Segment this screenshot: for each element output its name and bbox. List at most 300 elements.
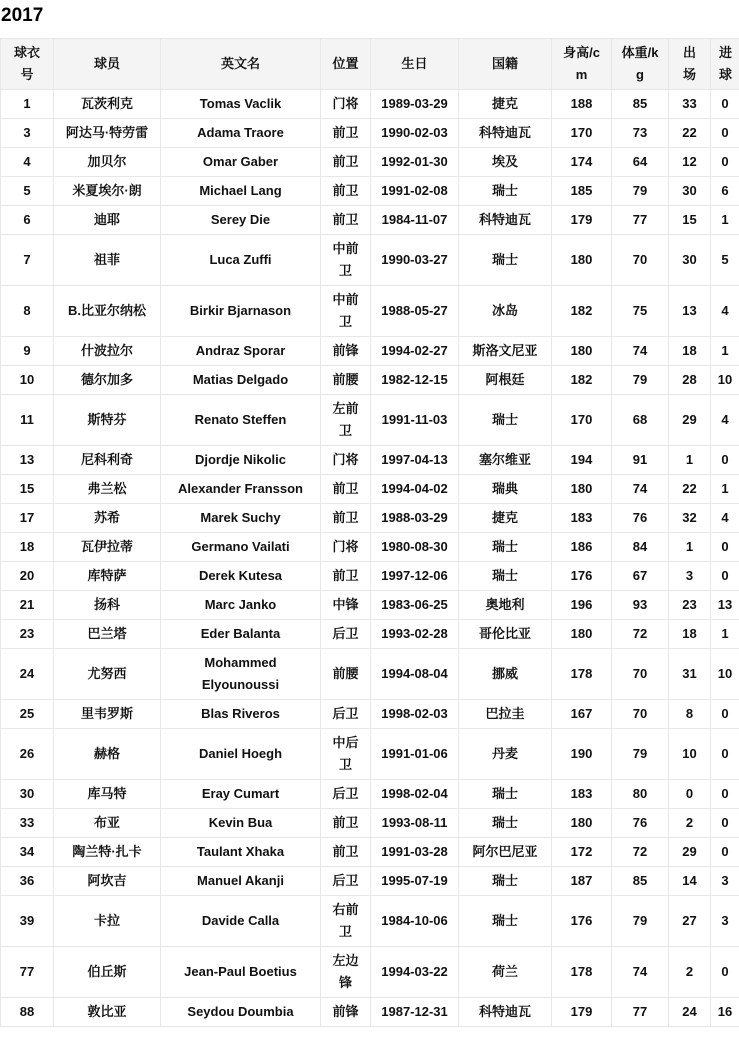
squad-table xyxy=(0,38,739,1027)
cell: 24 xyxy=(669,998,711,1027)
cell: Germano Vailati xyxy=(161,533,321,562)
cell: 22 xyxy=(669,119,711,148)
cell: Tomas Vaclik xyxy=(161,90,321,119)
cell: 前卫 xyxy=(321,206,371,235)
table-row xyxy=(1,620,739,649)
column-header: 位置 xyxy=(321,39,371,90)
table-row xyxy=(1,649,739,700)
cell: 前卫 xyxy=(321,148,371,177)
cell: 88 xyxy=(1,998,54,1027)
cell: 77 xyxy=(1,947,54,998)
cell: 奥地利 xyxy=(459,591,552,620)
cell: 后卫 xyxy=(321,620,371,649)
cell: 瑞士 xyxy=(459,177,552,206)
cell: 瑞士 xyxy=(459,235,552,286)
cell: 185 xyxy=(552,177,612,206)
table-row xyxy=(1,475,739,504)
cell: 瑞典 xyxy=(459,475,552,504)
cell: 1998-02-03 xyxy=(371,700,459,729)
cell: 17 xyxy=(1,504,54,533)
cell: Adama Traore xyxy=(161,119,321,148)
table-row xyxy=(1,446,739,475)
cell: 25 xyxy=(1,700,54,729)
cell: 阿达马·特劳雷 xyxy=(54,119,161,148)
table-row xyxy=(1,947,739,998)
cell: Seydou Doumbia xyxy=(161,998,321,1027)
cell: 1984-10-06 xyxy=(371,896,459,947)
cell: 10 xyxy=(711,649,739,700)
cell: 1991-01-06 xyxy=(371,729,459,780)
cell: 93 xyxy=(612,591,669,620)
cell: 前卫 xyxy=(321,177,371,206)
cell: 74 xyxy=(612,947,669,998)
cell: 1994-08-04 xyxy=(371,649,459,700)
cell: 30 xyxy=(669,177,711,206)
cell: 0 xyxy=(711,90,739,119)
cell: 70 xyxy=(612,649,669,700)
cell: 0 xyxy=(711,446,739,475)
cell: 瓦伊拉蒂 xyxy=(54,533,161,562)
cell: 176 xyxy=(552,562,612,591)
cell: 什波拉尔 xyxy=(54,337,161,366)
cell: 后卫 xyxy=(321,780,371,809)
cell: 12 xyxy=(669,148,711,177)
table-row xyxy=(1,838,739,867)
page-title: 2017 xyxy=(1,5,44,26)
cell: 75 xyxy=(612,286,669,337)
table-row xyxy=(1,206,739,235)
cell: 4 xyxy=(1,148,54,177)
cell: 尤努西 xyxy=(54,649,161,700)
cell: 1 xyxy=(711,475,739,504)
cell: 11 xyxy=(1,395,54,446)
cell: Matias Delgado xyxy=(161,366,321,395)
cell: 67 xyxy=(612,562,669,591)
cell: 0 xyxy=(711,729,739,780)
cell: 182 xyxy=(552,366,612,395)
table-row xyxy=(1,177,739,206)
cell: 1994-03-22 xyxy=(371,947,459,998)
cell: 23 xyxy=(1,620,54,649)
cell: 阿尔巴尼亚 xyxy=(459,838,552,867)
table-row xyxy=(1,562,739,591)
cell: 39 xyxy=(1,896,54,947)
table-body xyxy=(1,90,739,1027)
column-header: 国籍 xyxy=(459,39,552,90)
cell: 阿坎吉 xyxy=(54,867,161,896)
cell: 后卫 xyxy=(321,867,371,896)
cell: 米夏埃尔·朗 xyxy=(54,177,161,206)
cell: 194 xyxy=(552,446,612,475)
cell: 10 xyxy=(711,366,739,395)
cell: 哥伦比亚 xyxy=(459,620,552,649)
cell: 68 xyxy=(612,395,669,446)
cell: 5 xyxy=(1,177,54,206)
cell: 库马特 xyxy=(54,780,161,809)
cell: 前腰 xyxy=(321,366,371,395)
cell: 巴兰塔 xyxy=(54,620,161,649)
cell: 188 xyxy=(552,90,612,119)
cell: 中后卫 xyxy=(321,729,371,780)
cell: 瑞士 xyxy=(459,896,552,947)
cell: Michael Lang xyxy=(161,177,321,206)
cell: Andraz Sporar xyxy=(161,337,321,366)
cell: 1988-05-27 xyxy=(371,286,459,337)
cell: 18 xyxy=(669,620,711,649)
cell: Renato Steffen xyxy=(161,395,321,446)
cell: 门将 xyxy=(321,446,371,475)
cell: 门将 xyxy=(321,533,371,562)
cell: Marek Suchy xyxy=(161,504,321,533)
cell: 172 xyxy=(552,838,612,867)
cell: 丹麦 xyxy=(459,729,552,780)
cell: Serey Die xyxy=(161,206,321,235)
cell: 72 xyxy=(612,838,669,867)
cell: Taulant Xhaka xyxy=(161,838,321,867)
cell: 1980-08-30 xyxy=(371,533,459,562)
cell: 前卫 xyxy=(321,475,371,504)
cell: 187 xyxy=(552,867,612,896)
cell: 72 xyxy=(612,620,669,649)
cell: 15 xyxy=(669,206,711,235)
cell: 祖菲 xyxy=(54,235,161,286)
table-row xyxy=(1,533,739,562)
cell: 1997-04-13 xyxy=(371,446,459,475)
cell: 布亚 xyxy=(54,809,161,838)
cell: Eray Cumart xyxy=(161,780,321,809)
cell: 76 xyxy=(612,809,669,838)
cell: 1 xyxy=(1,90,54,119)
cell: 1991-03-28 xyxy=(371,838,459,867)
cell: 前卫 xyxy=(321,504,371,533)
cell: Mohammed Elyounoussi xyxy=(161,649,321,700)
cell: 21 xyxy=(1,591,54,620)
cell: 0 xyxy=(711,148,739,177)
cell: 库特萨 xyxy=(54,562,161,591)
cell: 178 xyxy=(552,947,612,998)
cell: 加贝尔 xyxy=(54,148,161,177)
table-row xyxy=(1,998,739,1027)
cell: 13 xyxy=(669,286,711,337)
column-header: 球衣号 xyxy=(1,39,54,90)
cell: Luca Zuffi xyxy=(161,235,321,286)
cell: 中前卫 xyxy=(321,235,371,286)
cell: 迪耶 xyxy=(54,206,161,235)
cell: 1 xyxy=(711,337,739,366)
cell: 174 xyxy=(552,148,612,177)
table-row xyxy=(1,148,739,177)
cell: 瑞士 xyxy=(459,867,552,896)
cell: B.比亚尔纳松 xyxy=(54,286,161,337)
cell: 18 xyxy=(669,337,711,366)
cell: 瑞士 xyxy=(459,533,552,562)
cell: 179 xyxy=(552,206,612,235)
cell: 瑞士 xyxy=(459,562,552,591)
cell: 前锋 xyxy=(321,998,371,1027)
cell: 182 xyxy=(552,286,612,337)
cell: Alexander Fransson xyxy=(161,475,321,504)
cell: Manuel Akanji xyxy=(161,867,321,896)
cell: 29 xyxy=(669,395,711,446)
cell: 30 xyxy=(669,235,711,286)
cell: 0 xyxy=(711,947,739,998)
cell: 1987-12-31 xyxy=(371,998,459,1027)
column-header: 英文名 xyxy=(161,39,321,90)
cell: 里韦罗斯 xyxy=(54,700,161,729)
cell: 31 xyxy=(669,649,711,700)
cell: 10 xyxy=(1,366,54,395)
cell: 1997-12-06 xyxy=(371,562,459,591)
cell: 18 xyxy=(1,533,54,562)
cell: 79 xyxy=(612,177,669,206)
cell: 180 xyxy=(552,475,612,504)
cell: 前锋 xyxy=(321,337,371,366)
cell: 0 xyxy=(669,780,711,809)
cell: 196 xyxy=(552,591,612,620)
cell: 陶兰特·扎卡 xyxy=(54,838,161,867)
cell: 3 xyxy=(711,867,739,896)
table-row xyxy=(1,867,739,896)
cell: 80 xyxy=(612,780,669,809)
column-header: 体重/kg xyxy=(612,39,669,90)
cell: 前卫 xyxy=(321,838,371,867)
cell: 前腰 xyxy=(321,649,371,700)
cell: 6 xyxy=(1,206,54,235)
cell: 捷克 xyxy=(459,90,552,119)
cell: 1990-03-27 xyxy=(371,235,459,286)
cell: 科特迪瓦 xyxy=(459,998,552,1027)
cell: 13 xyxy=(711,591,739,620)
cell: 180 xyxy=(552,235,612,286)
cell: 瑞士 xyxy=(459,780,552,809)
cell: 冰岛 xyxy=(459,286,552,337)
cell: 85 xyxy=(612,90,669,119)
table-row xyxy=(1,809,739,838)
cell: 赫格 xyxy=(54,729,161,780)
table-row xyxy=(1,700,739,729)
cell: 167 xyxy=(552,700,612,729)
cell: 178 xyxy=(552,649,612,700)
cell: 0 xyxy=(711,780,739,809)
cell: 180 xyxy=(552,809,612,838)
cell: 77 xyxy=(612,998,669,1027)
cell: 伯丘斯 xyxy=(54,947,161,998)
cell: 科特迪瓦 xyxy=(459,119,552,148)
cell: 1993-02-28 xyxy=(371,620,459,649)
cell: 170 xyxy=(552,395,612,446)
cell: 23 xyxy=(669,591,711,620)
cell: 0 xyxy=(711,838,739,867)
header-row xyxy=(1,39,739,90)
cell: 28 xyxy=(669,366,711,395)
cell: 10 xyxy=(669,729,711,780)
cell: 荷兰 xyxy=(459,947,552,998)
cell: 24 xyxy=(1,649,54,700)
cell: 1 xyxy=(669,533,711,562)
cell: 22 xyxy=(669,475,711,504)
cell: 3 xyxy=(1,119,54,148)
table-row xyxy=(1,286,739,337)
cell: 179 xyxy=(552,998,612,1027)
cell: 1994-04-02 xyxy=(371,475,459,504)
cell: 1989-03-29 xyxy=(371,90,459,119)
cell: 33 xyxy=(1,809,54,838)
table-row xyxy=(1,366,739,395)
cell: Daniel Hoegh xyxy=(161,729,321,780)
cell: Marc Janko xyxy=(161,591,321,620)
cell: Eder Balanta xyxy=(161,620,321,649)
cell: 1998-02-04 xyxy=(371,780,459,809)
cell: 186 xyxy=(552,533,612,562)
cell: 0 xyxy=(711,562,739,591)
cell: 捷克 xyxy=(459,504,552,533)
cell: 77 xyxy=(612,206,669,235)
cell: 0 xyxy=(711,809,739,838)
cell: 180 xyxy=(552,620,612,649)
table-row xyxy=(1,235,739,286)
cell: 70 xyxy=(612,235,669,286)
cell: 183 xyxy=(552,780,612,809)
cell: 26 xyxy=(1,729,54,780)
cell: 1982-12-15 xyxy=(371,366,459,395)
column-header: 身高/cm xyxy=(552,39,612,90)
column-header: 进球 xyxy=(711,39,739,90)
table-row xyxy=(1,780,739,809)
table-row xyxy=(1,337,739,366)
cell: Birkir Bjarnason xyxy=(161,286,321,337)
cell: 5 xyxy=(711,235,739,286)
cell: 1988-03-29 xyxy=(371,504,459,533)
column-header: 球员 xyxy=(54,39,161,90)
table-row xyxy=(1,896,739,947)
cell: 挪威 xyxy=(459,649,552,700)
cell: 9 xyxy=(1,337,54,366)
cell: 1990-02-03 xyxy=(371,119,459,148)
cell: 斯特芬 xyxy=(54,395,161,446)
cell: 1 xyxy=(711,620,739,649)
cell: 敦比亚 xyxy=(54,998,161,1027)
cell: 左前卫 xyxy=(321,395,371,446)
cell: 后卫 xyxy=(321,700,371,729)
table-row xyxy=(1,119,739,148)
cell: 170 xyxy=(552,119,612,148)
cell: 前卫 xyxy=(321,809,371,838)
cell: 1984-11-07 xyxy=(371,206,459,235)
cell: 32 xyxy=(669,504,711,533)
cell: 4 xyxy=(711,504,739,533)
cell: 1994-02-27 xyxy=(371,337,459,366)
cell: 91 xyxy=(612,446,669,475)
cell: 2 xyxy=(669,809,711,838)
cell: 0 xyxy=(711,533,739,562)
cell: 1983-06-25 xyxy=(371,591,459,620)
table-row xyxy=(1,591,739,620)
cell: 右前卫 xyxy=(321,896,371,947)
cell: 瑞士 xyxy=(459,395,552,446)
cell: 0 xyxy=(711,700,739,729)
cell: 苏希 xyxy=(54,504,161,533)
cell: 1 xyxy=(669,446,711,475)
cell: Jean-Paul Boetius xyxy=(161,947,321,998)
cell: 德尔加多 xyxy=(54,366,161,395)
cell: 8 xyxy=(1,286,54,337)
cell: Davide Calla xyxy=(161,896,321,947)
cell: 79 xyxy=(612,896,669,947)
cell: 29 xyxy=(669,838,711,867)
cell: Blas Riveros xyxy=(161,700,321,729)
cell: 3 xyxy=(711,896,739,947)
cell: 34 xyxy=(1,838,54,867)
cell: 前卫 xyxy=(321,119,371,148)
cell: 前卫 xyxy=(321,562,371,591)
cell: 1995-07-19 xyxy=(371,867,459,896)
cell: 13 xyxy=(1,446,54,475)
cell: 33 xyxy=(669,90,711,119)
cell: 门将 xyxy=(321,90,371,119)
cell: 1 xyxy=(711,206,739,235)
cell: 0 xyxy=(711,119,739,148)
cell: 扬科 xyxy=(54,591,161,620)
cell: 15 xyxy=(1,475,54,504)
table-row xyxy=(1,504,739,533)
cell: 4 xyxy=(711,286,739,337)
cell: Djordje Nikolic xyxy=(161,446,321,475)
cell: 183 xyxy=(552,504,612,533)
cell: 176 xyxy=(552,896,612,947)
cell: 79 xyxy=(612,366,669,395)
cell: 74 xyxy=(612,337,669,366)
cell: 1991-02-08 xyxy=(371,177,459,206)
cell: 1992-01-30 xyxy=(371,148,459,177)
cell: Derek Kutesa xyxy=(161,562,321,591)
cell: 3 xyxy=(669,562,711,591)
cell: 弗兰松 xyxy=(54,475,161,504)
cell: 8 xyxy=(669,700,711,729)
cell: 84 xyxy=(612,533,669,562)
cell: 中前卫 xyxy=(321,286,371,337)
cell: 16 xyxy=(711,998,739,1027)
column-header: 出场 xyxy=(669,39,711,90)
cell: 76 xyxy=(612,504,669,533)
cell: 180 xyxy=(552,337,612,366)
cell: 73 xyxy=(612,119,669,148)
cell: 6 xyxy=(711,177,739,206)
cell: 4 xyxy=(711,395,739,446)
cell: 埃及 xyxy=(459,148,552,177)
column-header: 生日 xyxy=(371,39,459,90)
cell: 中锋 xyxy=(321,591,371,620)
cell: 1993-08-11 xyxy=(371,809,459,838)
cell: 2 xyxy=(669,947,711,998)
cell: 斯洛文尼亚 xyxy=(459,337,552,366)
cell: 尼科利奇 xyxy=(54,446,161,475)
cell: 卡拉 xyxy=(54,896,161,947)
cell: 塞尔维亚 xyxy=(459,446,552,475)
cell: 85 xyxy=(612,867,669,896)
cell: 1991-11-03 xyxy=(371,395,459,446)
cell: 70 xyxy=(612,700,669,729)
cell: 190 xyxy=(552,729,612,780)
cell: 7 xyxy=(1,235,54,286)
cell: 74 xyxy=(612,475,669,504)
cell: 瑞士 xyxy=(459,809,552,838)
cell: 阿根廷 xyxy=(459,366,552,395)
cell: 20 xyxy=(1,562,54,591)
cell: 64 xyxy=(612,148,669,177)
cell: 瓦茨利克 xyxy=(54,90,161,119)
cell: 巴拉圭 xyxy=(459,700,552,729)
cell: 79 xyxy=(612,729,669,780)
